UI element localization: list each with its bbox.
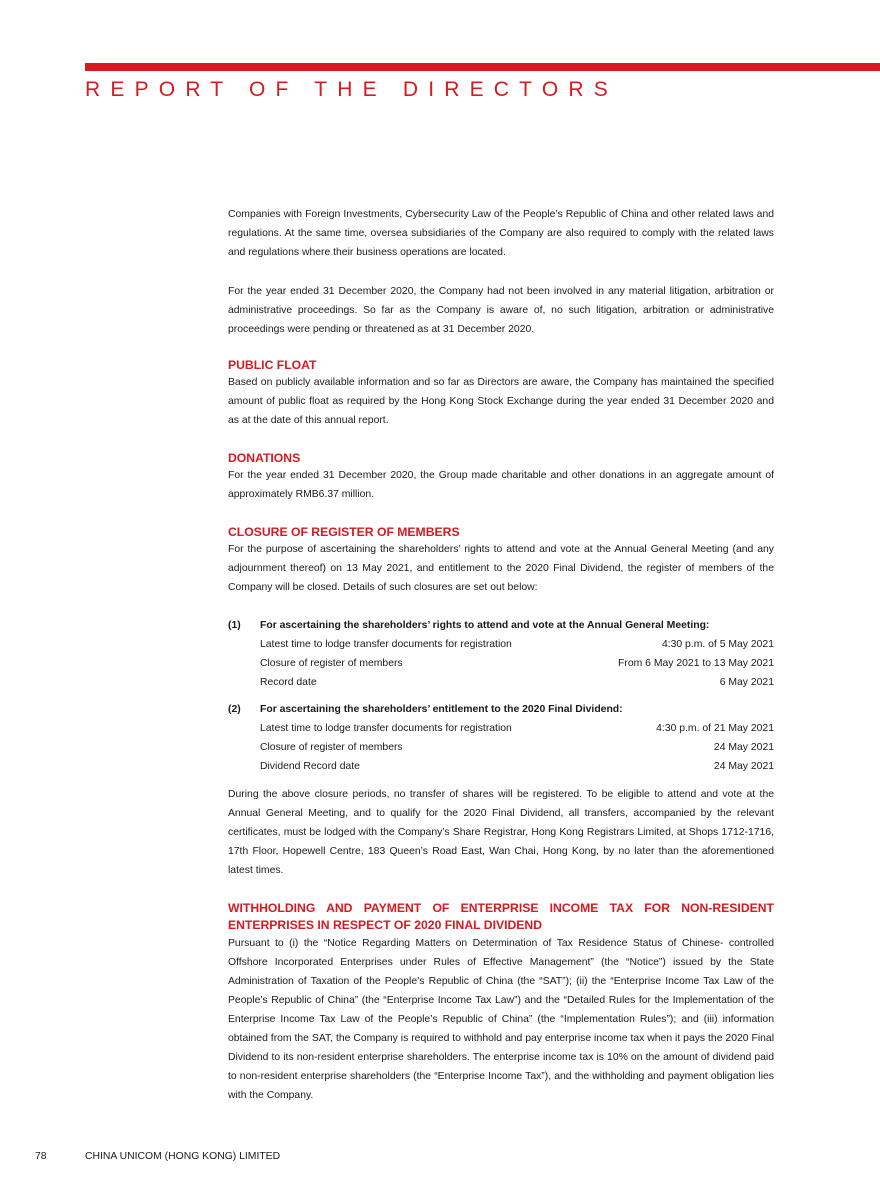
closure-intro: For the purpose of ascertaining the shareholders’ rights to attend and vote at the Annual General Meeting (and any adjournment thereof) on 13 May 2021, and entitlement to the 2020 Final Dividend, the register of members of the Company will be closed. Details of such closures are set out below: (228, 544, 774, 593)
schedule-value: From 6 May 2021 to 13 May 2021 (618, 658, 774, 669)
closure-item-1 (228, 616, 774, 692)
page-number: 78 (35, 1151, 47, 1162)
schedule-row (260, 719, 774, 738)
closure-item-header (228, 616, 774, 635)
closure-after-text: During the above closure periods, no transfer of shares will be registered. To be eligible to attend and vote at the Annual General Meeting, and to qualify for the 2020 Final Dividend, all transfers, accompanied by the relevant certificates, must be lodged with the Company’s Share Registrar, Hong Kong Registrars Limited, at Shops 1712-1716, 17th Floor, Hopewell Centre, 183 Queen’s Road East, Wan Chai, Hong Kong, by no later than the aforementioned latest times. (228, 789, 774, 876)
closure-heading: CLOSURE OF REGISTER OF MEMBERS (228, 525, 460, 539)
closure-item-number: (1) (228, 620, 241, 631)
schedule-label: Closure of register of members (260, 742, 403, 753)
schedule-value: 24 May 2021 (713, 742, 774, 753)
closure-schedule (260, 635, 774, 692)
schedule-label: Latest time to lodge transfer documents for registration (260, 723, 512, 734)
closure-item-title: For ascertaining the shareholders’ entitlement to the 2020 Final Dividend: (260, 704, 623, 715)
schedule-label: Latest time to lodge transfer documents for registration (260, 639, 512, 650)
schedule-value: 4:30 p.m. of 21 May 2021 (656, 723, 774, 734)
schedule-row (260, 738, 774, 757)
closure-item-number: (2) (228, 704, 241, 715)
schedule-row (260, 654, 774, 673)
page-title: REPORT OF THE DIRECTORS (85, 78, 618, 101)
closure-schedule (260, 719, 774, 776)
schedule-label: Closure of register of members (260, 658, 403, 669)
footer-company-name: CHINA UNICOM (HONG KONG) LIMITED (85, 1151, 281, 1162)
schedule-row (260, 673, 774, 692)
closure-item-2 (228, 700, 774, 776)
report-body (228, 205, 774, 1105)
schedule-row (260, 757, 774, 776)
public-float-heading: PUBLIC FLOAT (228, 358, 317, 372)
withholding-text: Pursuant to (i) the “Notice Regarding Matters on Determination of Tax Residence Status of Chinese- controlled Offshore Incorporated Enterprises under Rules of Effective Management” (the “Notice”) issued by the State Administration of Taxation of the People’s Republic of China (the “SAT”); (ii) the “Enterprise Income Tax Law of the People’s Republic of China” (the “Enterprise Income Tax Law”) and the “Detailed Rules for the Implementation of the Enterprise Income Tax Law of the People’s Republic of China” (the “Implementation Rules”); and (iii) information obtained from the SAT, the Company is required to withhold and pay enterprise income tax when it pays the 2020 Final Dividend to its non-resident enterprise shareholders. The enterprise income tax is 10% on the amount of dividend paid to non-resident enterprise shareholders (the “Enterprise Income Tax”), and the withholding and payment obligation lies with the Company. (228, 938, 774, 1101)
withholding-heading-line-1: WITHHOLDING AND PAYMENT OF ENTERPRISE INCOME TAX FOR NON-RESIDENT (228, 901, 774, 915)
donations-heading: DONATIONS (228, 451, 301, 465)
schedule-label: Dividend Record date (260, 761, 360, 772)
schedule-row (260, 635, 774, 654)
withholding-heading-line-2: ENTERPRISES IN RESPECT OF 2020 FINAL DIVIDEND (228, 918, 543, 932)
closure-item-header (228, 700, 774, 719)
schedule-value: 6 May 2021 (719, 677, 774, 688)
donations-text: For the year ended 31 December 2020, the Group made charitable and other donations in an aggregate amount of approximately RMB6.37 million. (228, 470, 774, 500)
schedule-value: 24 May 2021 (713, 761, 774, 772)
public-float-text: Based on publicly available information and so far as Directors are aware, the Company has maintained the specified amount of public float as required by the Hong Kong Stock Exchange during the year ended 31 December 2020 and as at the date of this annual report. (228, 377, 774, 426)
closure-item-title: For ascertaining the shareholders’ rights to attend and vote at the Annual General Meeting: (260, 620, 710, 631)
intro-paragraph-1: Companies with Foreign Investments, Cybersecurity Law of the People’s Republic of China and other related laws and regulations. At the same time, oversea subsidiaries of the Company are also required to comply with the related laws and regulations where their business operations are located. (228, 209, 774, 258)
withholding-heading (228, 900, 774, 934)
intro-paragraph-2: For the year ended 31 December 2020, the Company had not been involved in any material litigation, arbitration or administrative proceedings. So far as the Company is aware of, no such litigation, arbitration or administrative proceedings were pending or threatened as at 31 December 2020. (228, 286, 774, 335)
schedule-label: Record date (260, 677, 317, 688)
header-accent-bar (85, 63, 880, 71)
schedule-value: 4:30 p.m. of 5 May 2021 (661, 639, 774, 650)
